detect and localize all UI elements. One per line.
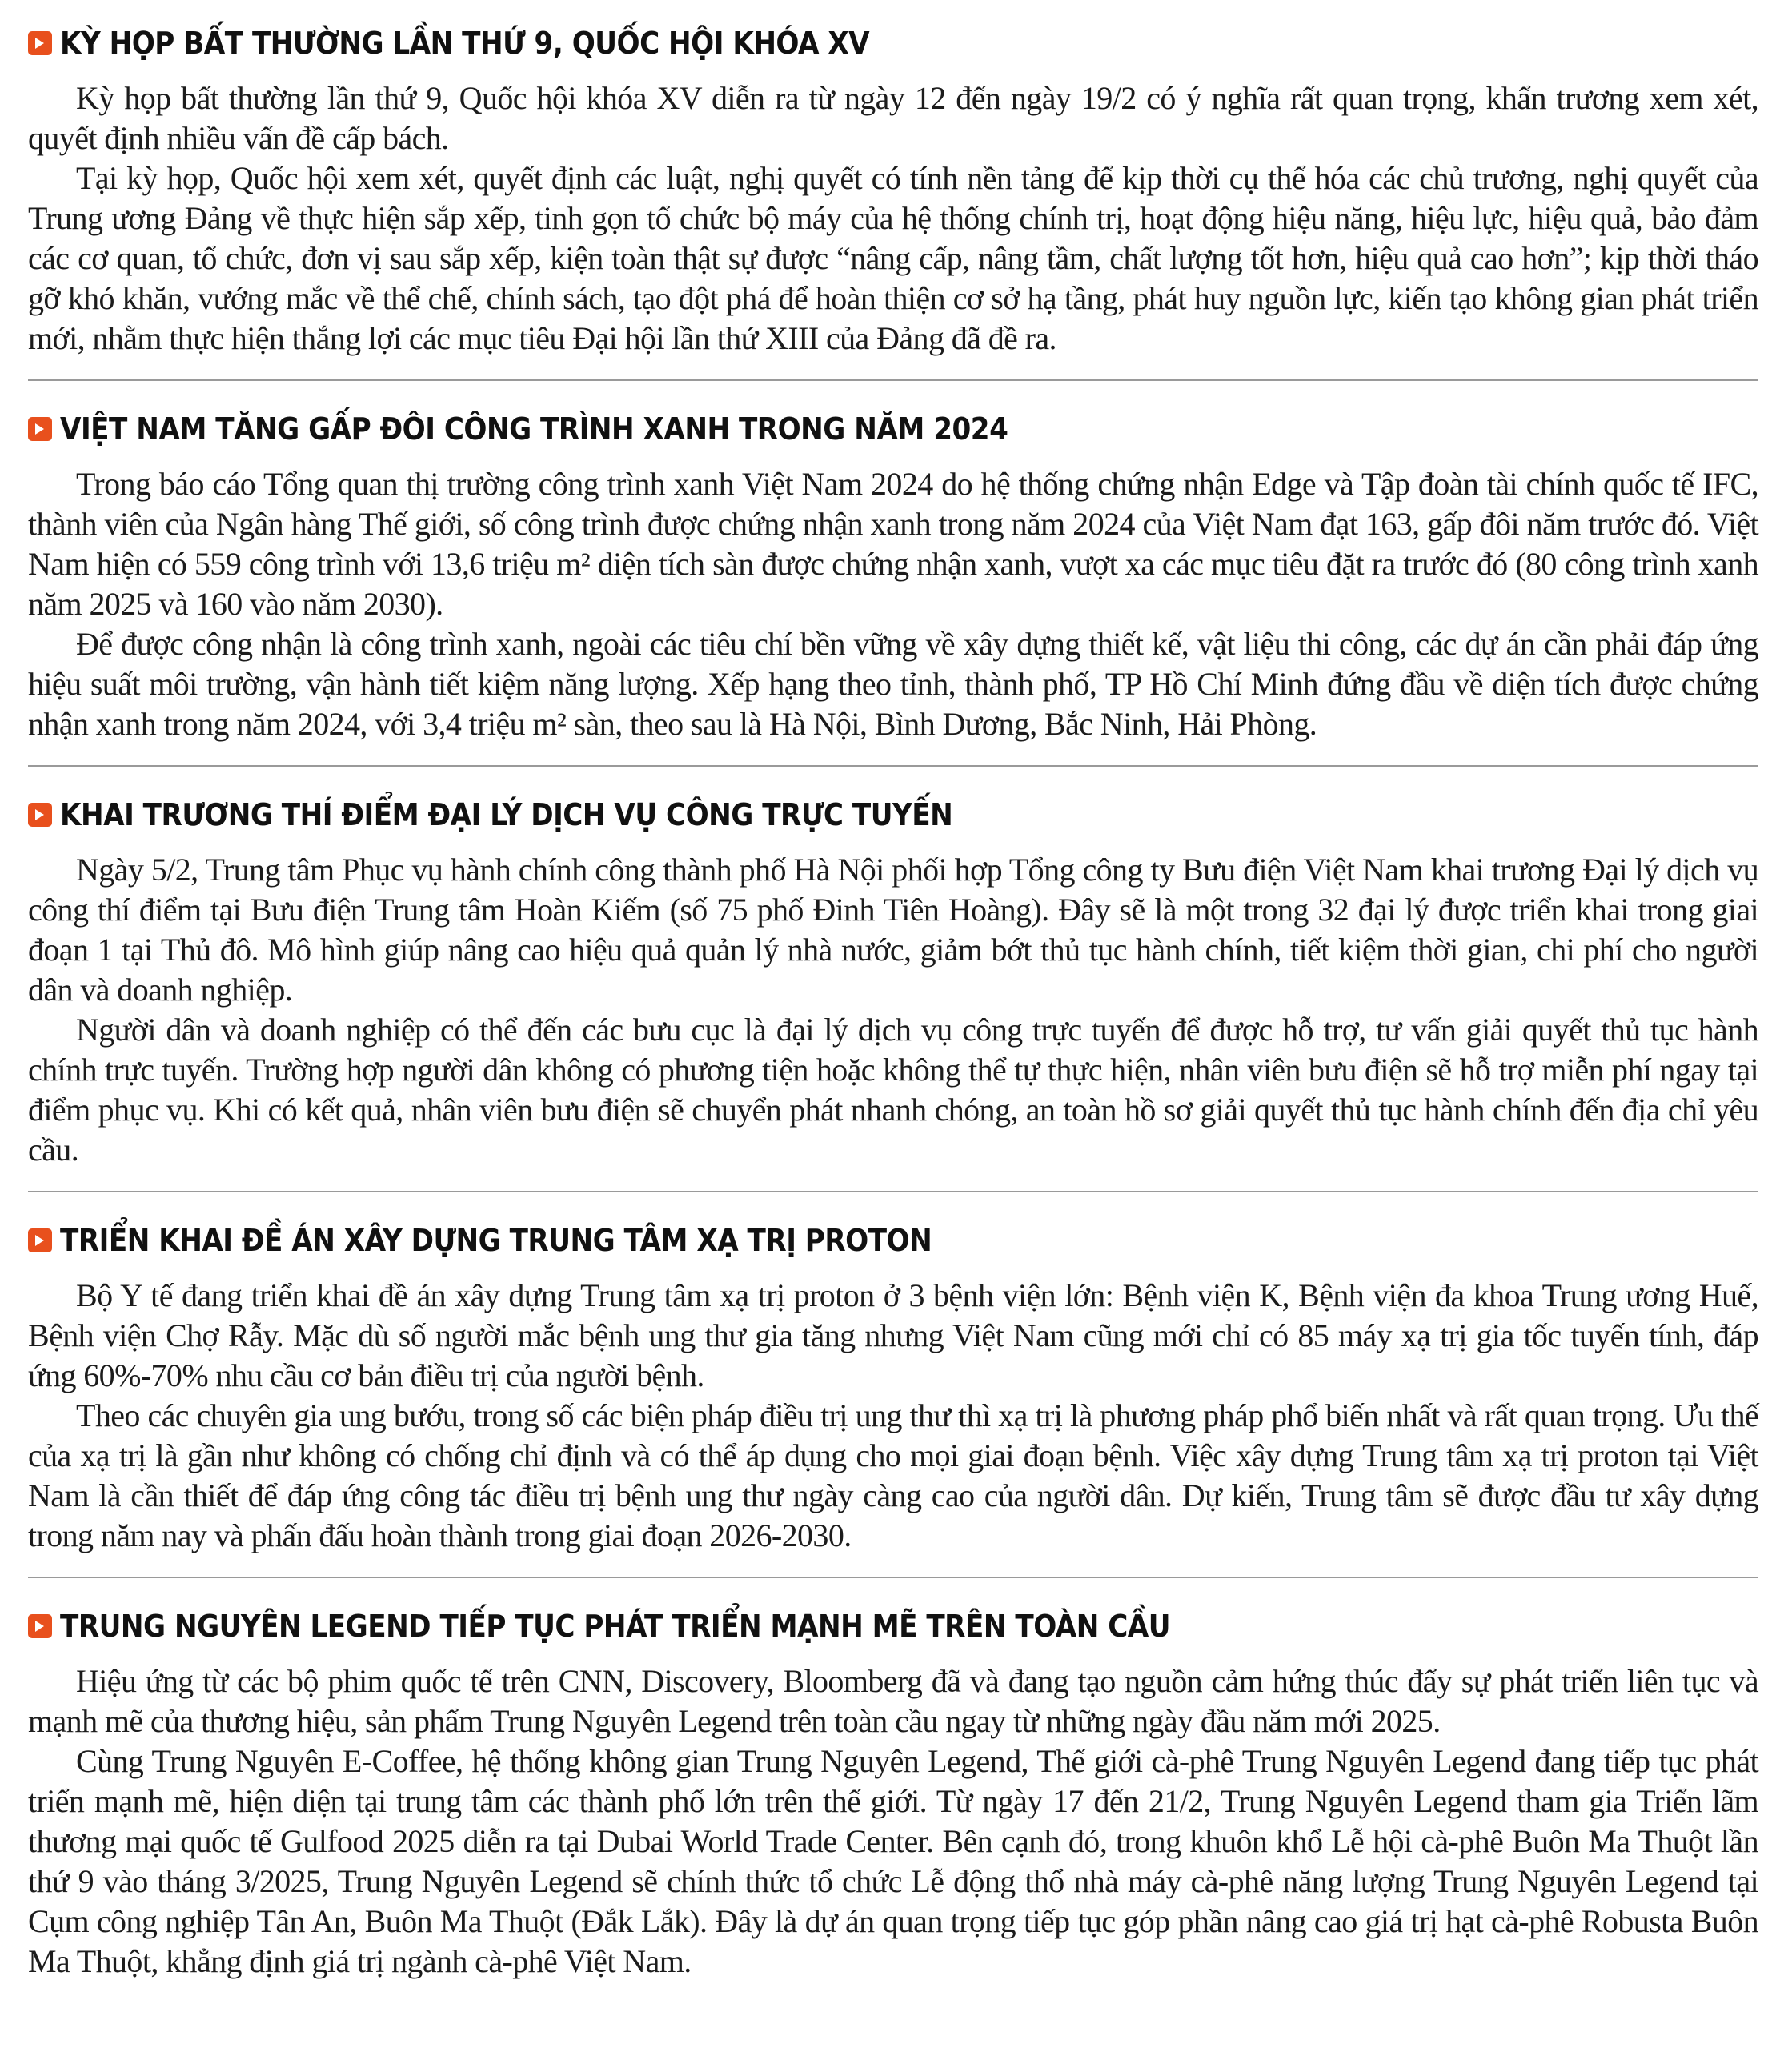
paragraph: Bộ Y tế đang triển khai đề án xây dựng Trung tâm xạ trị proton ở 3 bệnh viện lớn: Bệnh viện K, Bệnh viện đa khoa Trung ương Huế, Bệnh viện Chợ Rẫy. Mặc dù số người mắc bệnh ung thư gia tăng nhưng Việt Nam cũng mới chỉ có 85 máy xạ trị gia tốc tuyến tính, đáp ứng 60%-70% nhu cầu cơ bản điều trị của người bệnh. [28,1277,1758,1393]
section-title: TRIỂN KHAI ĐỀ ÁN XÂY DỰNG TRUNG TÂM XẠ TRỊ PROTON [60,1223,932,1258]
paragraph: Ngày 5/2, Trung tâm Phục vụ hành chính công thành phố Hà Nội phối hợp Tổng công ty Bưu điện Việt Nam khai trương Đại lý dịch vụ công thí điểm tại Bưu điện Trung tâm Hoàn Kiếm (số 75 phố Đinh Tiên Hoàng). Đây sẽ là một trong 32 đại lý được triển khai trong giai đoạn 1 tại Thủ đô. Mô hình giúp nâng cao hiệu quả quản lý nhà nước, giảm bớt thủ tục hành chính, tiết kiệm thời gian, chi phí cho người dân và doanh nghiệp. [28,852,1758,1008]
play-square-icon [28,1614,52,1638]
news-section-3 [28,765,1758,1191]
paragraph: Hiệu ứng từ các bộ phim quốc tế trên CNN, Discovery, Bloomberg đã và đang tạo nguồn cảm hứng thúc đẩy sự phát triển liên tục và mạnh mẽ của thương hiệu, sản phẩm Trung Nguyên Legend trên toàn cầu ngay từ những ngày đầu năm mới 2025. [28,1663,1758,1739]
news-section-1 [28,24,1758,379]
section-title: VIỆT NAM TĂNG GẤP ĐÔI CÔNG TRÌNH XANH TRONG NĂM 2024 [60,411,1008,447]
section-title: KỲ HỌP BẤT THƯỜNG LẦN THỨ 9, QUỐC HỘI KHÓA XV [60,26,870,61]
paragraph: Để được công nhận là công trình xanh, ngoài các tiêu chí bền vững về xây dựng thiết kế, vật liệu thi công, các dự án cần phải đáp ứng hiệu suất môi trường, vận hành tiết kiệm năng lượng. Xếp hạng theo tỉnh, thành phố, TP Hồ Chí Minh đứng đầu về diện tích được chứng nhận xanh trong năm 2024, với 3,4 triệu m² sàn, theo sau là Hà Nội, Bình Dương, Bắc Ninh, Hải Phòng. [28,626,1758,742]
paragraph: Kỳ họp bất thường lần thứ 9, Quốc hội khóa XV diễn ra từ ngày 12 đến ngày 19/2 có ý nghĩa rất quan trọng, khẩn trương xem xét, quyết định nhiều vấn đề cấp bách. [28,80,1758,156]
section-title: KHAI TRƯƠNG THÍ ĐIỂM ĐẠI LÝ DỊCH VỤ CÔNG TRỰC TUYẾN [60,797,953,832]
play-square-icon [28,1228,52,1252]
paragraph: Cùng Trung Nguyên E-Coffee, hệ thống không gian Trung Nguyên Legend, Thế giới cà-phê Trung Nguyên Legend đang tiếp tục phát triển mạnh mẽ, hiện diện tại trung tâm các thành phố lớn trên thế giới. Từ ngày 17 đến 21/2, Trung Nguyên Legend tham gia Triển lãm thương mại quốc tế Gulfood 2025 diễn ra tại Dubai World Trade Center. Bên cạnh đó, trong khuôn khổ Lễ hội cà-phê Buôn Ma Thuột lần thứ 9 vào tháng 3/2025, Trung Nguyên Legend sẽ chính thức tổ chức Lễ động thổ nhà máy cà-phê năng lượng Trung Nguyên Legend tại Cụm công nghiệp Tân An, Buôn Ma Thuột (Đắk Lắk). Đây là dự án quan trọng tiếp tục góp phần nâng cao giá trị hạt cà-phê Robusta Buôn Ma Thuột, khẳng định giá trị ngành cà-phê Việt Nam. [28,1743,1758,1979]
news-section-2 [28,379,1758,765]
section-heading [28,24,1758,62]
paragraph: Trong báo cáo Tổng quan thị trường công trình xanh Việt Nam 2024 do hệ thống chứng nhận Edge và Tập đoàn tài chính quốc tế IFC, thành viên của Ngân hàng Thế giới, số công trình được chứng nhận xanh trong năm 2024 của Việt Nam đạt 163, gấp đôi năm trước đó. Việt Nam hiện có 559 công trình với 13,6 triệu m² diện tích sàn được chứng nhận xanh, vượt xa các mục tiêu đặt ra trước đó (80 công trình xanh năm 2025 và 160 vào năm 2030). [28,466,1758,622]
paragraph: Người dân và doanh nghiệp có thể đến các bưu cục là đại lý dịch vụ công trực tuyến để được hỗ trợ, tư vấn giải quyết thủ tục hành chính trực tuyến. Trường hợp người dân không có phương tiện hoặc không thể tự thực hiện, nhân viên bưu điện sẽ hỗ trợ miễn phí ngay tại điểm phục vụ. Khi có kết quả, nhân viên bưu điện sẽ chuyển phát nhanh chóng, an toàn hồ sơ giải quyết thủ tục hành chính đến địa chỉ yêu cầu. [28,1012,1758,1168]
play-square-icon [28,31,52,55]
paragraph: Theo các chuyên gia ung bướu, trong số các biện pháp điều trị ung thư thì xạ trị là phương pháp phổ biến nhất và rất quan trọng. Ưu thế của xạ trị là gần như không có chống chỉ định và có thể áp dụng cho mọi giai đoạn bệnh. Việc xây dựng Trung tâm xạ trị proton tại Việt Nam là cần thiết để đáp ứng công tác điều trị bệnh ung thư ngày càng cao của người dân. Dự kiến, Trung tâm sẽ được đầu tư xây dựng trong năm nay và phấn đấu hoàn thành trong giai đoạn 2026-2030. [28,1397,1758,1553]
section-heading [28,1221,1758,1260]
play-square-icon [28,417,52,441]
play-square-icon [28,803,52,827]
section-title: TRUNG NGUYÊN LEGEND TIẾP TỤC PHÁT TRIỂN MẠNH MẼ TRÊN TOÀN CẦU [60,1609,1171,1644]
news-section-4 [28,1191,1758,1577]
news-page [28,24,1758,2002]
paragraph: Tại kỳ họp, Quốc hội xem xét, quyết định các luật, nghị quyết có tính nền tảng để kịp thời cụ thể hóa các chủ trương, nghị quyết của Trung ương Đảng về thực hiện sắp xếp, tinh gọn tổ chức bộ máy của hệ thống chính trị, hoạt động hiệu năng, hiệu lực, hiệu quả, bảo đảm các cơ quan, tổ chức, đơn vị sau sắp xếp, kiện toàn thật sự được “nâng cấp, nâng tầm, chất lượng tốt hơn, hiệu quả cao hơn”; kịp thời tháo gỡ khó khăn, vướng mắc về thể chế, chính sách, tạo đột phá để hoàn thiện cơ sở hạ tầng, phát huy nguồn lực, kiến tạo không gian phát triển mới, nhằm thực hiện thắng lợi các mục tiêu Đại hội lần thứ XIII của Đảng đã đề ra. [28,160,1758,356]
section-heading [28,796,1758,834]
section-heading [28,410,1758,448]
section-heading [28,1607,1758,1645]
news-section-5 [28,1577,1758,2002]
